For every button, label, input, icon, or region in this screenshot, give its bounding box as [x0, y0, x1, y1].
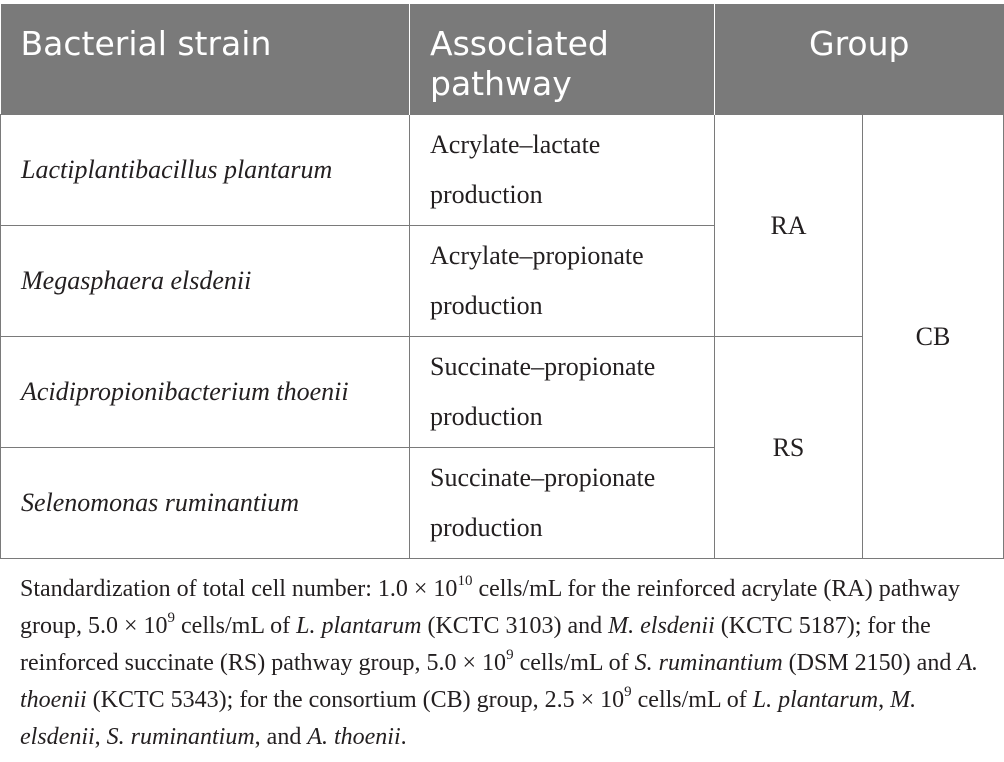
note-exponent: 10: [457, 573, 473, 589]
group-rs-cell: RS: [715, 337, 863, 559]
note-text: .: [400, 724, 407, 750]
header-group: Group: [715, 4, 1004, 115]
note-text: ,: [94, 724, 107, 750]
pathway-line: Succinate–propionate: [430, 463, 656, 492]
table-row: [1, 115, 1004, 226]
pathway-cell: [410, 226, 715, 337]
note-text: , and: [254, 724, 308, 750]
pathway-line: Acrylate–lactate: [430, 130, 601, 159]
strain-table: [0, 4, 1004, 559]
note-species: L. plantarum: [752, 687, 879, 713]
group-ra-cell: RA: [715, 115, 863, 337]
pathway-cell: [410, 337, 715, 448]
strain-cell: Lactiplantibacillus plantarum: [1, 115, 410, 226]
note-text: (KCTC 3103) and: [421, 613, 609, 639]
note-species: M. elsdenii: [608, 613, 715, 639]
table-row: [1, 337, 1004, 448]
strain-cell: Selenomonas ruminantium: [1, 448, 410, 559]
strain-cell: Megasphaera elsdenii: [1, 226, 410, 337]
header-pathway: Associated pathway: [410, 4, 715, 115]
note-text: Standardization of total cell number: 1.0 × 10: [20, 576, 458, 602]
note-text: cells/mL of: [513, 650, 635, 676]
header-strain: Bacterial strain: [1, 4, 410, 115]
note-text: ,: [878, 687, 891, 713]
pathway-cell: [410, 115, 715, 226]
pathway-line: production: [430, 180, 543, 209]
note-text: (KCTC 5187); for the reinforced succinate (RS) pathway group, 5.0 × 10: [20, 613, 931, 676]
note-text: cells/mL of: [175, 613, 297, 639]
pathway-line: production: [430, 402, 543, 431]
note-species: M. elsdenii: [20, 687, 917, 750]
note-text: cells/mL for the reinforced acrylate (RA) pathway group, 5.0 × 10: [20, 576, 960, 639]
note-text: (KCTC 5343); for the consortium (CB) group, 2.5 × 10: [86, 687, 625, 713]
note-exponent: 9: [506, 647, 514, 663]
pathway-line: production: [430, 513, 543, 542]
pathway-cell: [410, 448, 715, 559]
pathway-line: production: [430, 291, 543, 320]
strain-cell: Acidipropionibacterium thoenii: [1, 337, 410, 448]
pathway-line: Acrylate–propionate: [430, 241, 644, 270]
note-species: A. thoenii: [307, 724, 401, 750]
header-row: [1, 4, 1004, 115]
pathway-line: Succinate–propionate: [430, 352, 656, 381]
table-footnote: [20, 571, 995, 756]
note-species: A. thoenii: [20, 650, 978, 713]
note-text: (DSM 2150) and: [782, 650, 958, 676]
note-species: L. plantarum: [296, 613, 422, 639]
note-species: S. ruminantium: [634, 650, 783, 676]
group-cb-cell: CB: [863, 115, 1004, 559]
note-text: cells/mL of: [631, 687, 753, 713]
note-exponent: 9: [167, 610, 176, 626]
note-species: S. ruminantium: [106, 724, 255, 750]
note-exponent: 9: [624, 684, 632, 700]
